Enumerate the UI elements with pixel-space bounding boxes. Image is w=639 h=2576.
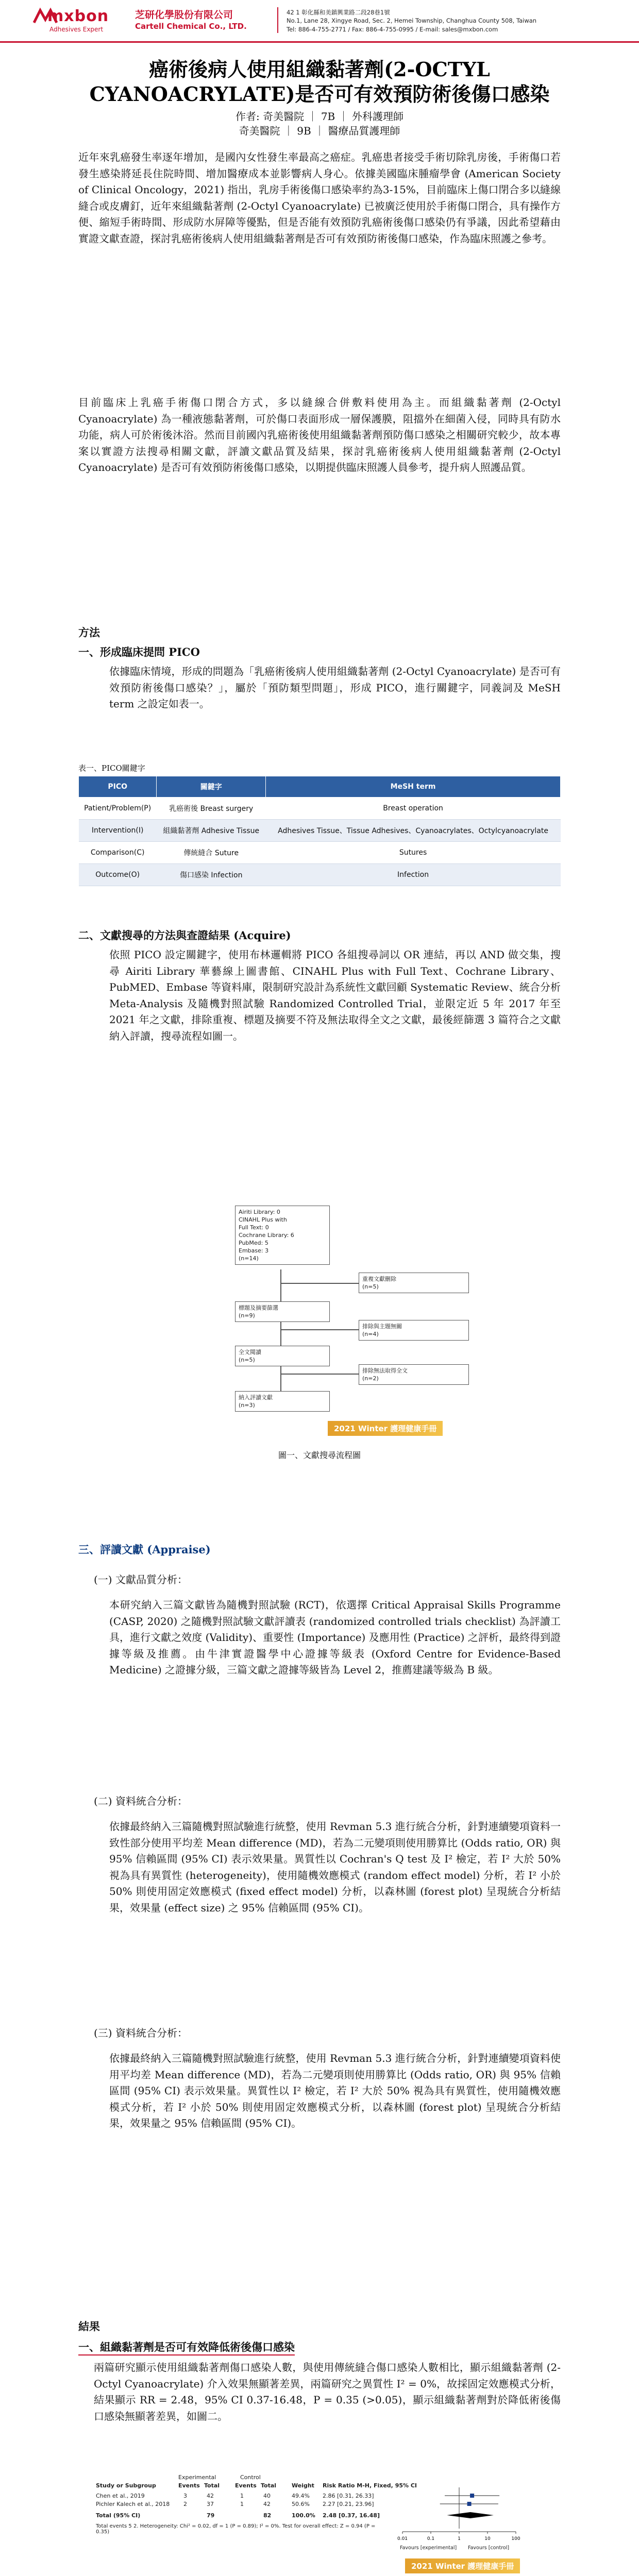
table-cell: 乳癌術後 Breast surgery xyxy=(157,798,266,820)
flow-connector xyxy=(280,1283,359,1284)
col-header: Weight xyxy=(292,2482,314,2489)
subsection-heading: (二) 資料統合分析： xyxy=(94,1795,188,1807)
table-cell: 組織黏著劑 Adhesive Tissue xyxy=(157,820,266,842)
study-name: Chen et al., 2019 xyxy=(96,2493,145,2499)
table-cell: Sutures xyxy=(266,842,561,864)
cell: 50.6% xyxy=(292,2501,310,2507)
table-cell: Outcome(O) xyxy=(79,864,157,886)
header-divider xyxy=(277,7,278,33)
methods-heading: 方法 xyxy=(78,626,100,639)
section-heading-acquire: 二、文獻搜尋的方法與查證結果 (Acquire) xyxy=(78,929,291,942)
flow-box-excluded: 重複文獻刪除 (n=5) xyxy=(359,1273,469,1293)
table-row xyxy=(79,864,561,886)
cell: 2.48 [0.37, 16.48] xyxy=(323,2512,380,2519)
col-header: Total xyxy=(204,2482,220,2489)
flow-box-excluded: 排除與主題無關 (n=4) xyxy=(359,1320,469,1341)
cell: 2.86 [0.31, 26.33] xyxy=(323,2493,374,2499)
total-label: Total (95% CI) xyxy=(96,2512,141,2519)
col-header: Risk Ratio M-H, Fixed, 95% CI xyxy=(323,2482,417,2489)
cell: 49.4% xyxy=(292,2493,310,2499)
col-header: Study or Subgroup xyxy=(96,2482,156,2489)
flow-box-screening: 標題及摘要篩選 (n=9) xyxy=(235,1301,330,1322)
logo-text: mxbon xyxy=(47,7,109,25)
author-line: 作者: 奇美醫院 ｜ 7B ｜ 外科護理師 xyxy=(236,110,403,123)
table-cell: Patient/Problem(P) xyxy=(79,798,157,820)
appraise-paragraph: 本研究納入三篇文獻皆為隨機對照試驗 (RCT)，依選擇 Critical Appraisal Skills Programme (CASP, 2020) 之隨機對照試驗文獻評讀表 (randomized controlled trials checklist) 為評讀工具，進行文獻之效度 (Validity)、重要性 (Importance) 及應用性 (Practice) 之評析，最終得到證據等級及推薦。由牛津實證醫學中心證據等級表 (Oxford Centre for Evidence-Based Medicine) 之證據分級，三篇文獻之證據等級皆為 Level 2，推薦建議等級為 B 級。 xyxy=(109,1599,561,1676)
cell: 79 xyxy=(207,2512,215,2519)
study-name: Pichler Kalech et al., 2018 xyxy=(96,2501,170,2507)
cell: 1 xyxy=(240,2501,244,2507)
analysis-paragraph: 依據最終納入三篇隨機對照試驗進行統整，使用 Revman 5.3 進行統合分析，針對連續變項資料一致性部分使用平均差 Mean difference (MD)，若為二元變項則使用勝算比 (Odds ratio, OR) 與 95% 信賴區間 (95% CI) 表示效果量。異質性以 Cochran's Q test 及 I² 檢定，若 I² 大於 50% 視為具有異質性 (heterogeneity)，使用隨機效應模式 (random effect model) 分析，若 I² 小於 50% 則使用固定效應模式 (fixed effect model) 分析，以森林圖 (forest plot) 呈現統合分析結果，效果量 (effect size) 之 95% 信賴區間 (95% CI)。 xyxy=(109,1820,561,1914)
result-paragraph-1: 兩篇研究顯示使用組織黏著劑傷口感染人數，與使用傳統縫合傷口感染人數相比，顯示組織黏著劑 (2-Octyl Cyanoacrylate) 介入效果無顯著差異，兩篇研究之異質性 I² = 0%，故採固定效應模式分析，結果顯示 RR = 2.48，95% CI 0.37-16.48，P = 0.35 (>0.05)，顯示組織黏著劑對於降低術後傷口感染無顯著差異，如圖二。 xyxy=(94,2361,561,2422)
favours-label: Favours [experimental] xyxy=(400,2545,457,2551)
subsection-heading: (三) 資料統合分析： xyxy=(94,2027,188,2039)
tick-label: 0.01 xyxy=(397,2536,408,2541)
cell: 42 xyxy=(207,2493,214,2499)
flow-connector xyxy=(280,1329,359,1330)
cell: 37 xyxy=(207,2501,214,2507)
study-point xyxy=(467,2502,472,2506)
address-line: 42 1 彰化縣和美鎮興業路二段28巷1號 xyxy=(287,9,390,16)
subsection-heading: (一) 文獻品質分析： xyxy=(94,1573,188,1586)
pooled-diamond xyxy=(447,2512,494,2518)
table-header-cell: PICO xyxy=(79,776,157,798)
watermark-badge: 2021 Winter 護理健康手冊 xyxy=(405,2558,520,2573)
table-header-cell: 關鍵字 xyxy=(157,776,266,798)
article-title-line2: CYANOACRYLATE)是否可有效預防術後傷口感染 xyxy=(89,82,550,106)
table-row xyxy=(79,842,561,864)
analysis-paragraph-2: 依據最終納入三篇隨機對照試驗進行統整，使用 Revman 5.3 進行統合分析，針對連續變項資料使用平均差 Mean difference (MD)，若為二元變項則使用勝算比 (Odds ratio, OR) 與 95% 信賴區間 (95% CI) 表示效果量。異質性以 I² 檢定，若 I² 大於 50% 視為具有異質性，使用隨機效應模式分析，若 I² 小於 50% 則使用固定效應模式分析，以森林圖 (forest plot) 呈現統合分析結果，效果量之 95% 信賴區間 (95% CI)。 xyxy=(109,2052,561,2129)
pico-table xyxy=(78,776,561,886)
intro-paragraph-2: 目前臨床上乳癌手術傷口閉合方式，多以縫線合併敷料使用為主。而組織黏著劑 (2-Octyl Cyanoacrylate) 為一種液態黏著劑，可於傷口表面形成一層保護膜，阻擋外在細菌入侵，同時具有防水功能，病人可於術後沐浴。然而目前國內乳癌術後使用組織黏著劑預防傷口感染之相關研究較少，故本專案以實證方法搜尋相關文獻，評讀文獻品質及結果，探討乳癌術後病人使用組織黏著劑 (2-Octyl Cyanoacrylate) 是否可有效預防術後傷口感染，以期提供臨床照護人員參考，提升病人照護品質。 xyxy=(78,396,561,473)
cell: 1 xyxy=(240,2493,244,2499)
table-caption: 表一、PICO關鍵字 xyxy=(78,764,145,773)
figure-caption: 圖一、文獻搜尋流程圖 xyxy=(278,1450,361,1460)
contact-line: Tel: 886-4-755-2771 / Fax: 886-4-755-0995 / E-mail: sales@mxbon.com xyxy=(287,26,498,33)
cell: 82 xyxy=(263,2512,272,2519)
address-line: No.1, Lane 28, Xingye Road, Sec. 2, Hemei Township, Changhua County 508, Taiwan xyxy=(287,17,537,24)
intro-paragraph: 近年來乳癌發生率逐年增加，是國內女性發生率最高之癌症。乳癌患者接受手術切除乳房後，手術傷口若發生感染將延長住院時間、增加醫療成本並影響病人身心。依據美國臨床腫瘤學會 (American Society of Clinical Oncology，2021) 指出，乳房手術後傷口感染率約為3-15%，目前臨床上傷口閉合多以縫線縫合或皮膚釘，近年來組織黏著劑 (2-Octyl Cyanoacrylate) 已被廣泛使用於手術傷口閉合，具有操作方便、縮短手術時間、形成防水屏障等優點，但是否能有效預防乳癌術後傷口感染仍有爭議，因此希望藉由實證文獻查證，探討乳癌術後病人使用組織黏著劑是否可有效預防術後傷口感染，作為臨床照護之參考。 xyxy=(78,151,561,245)
table-cell: Adhesives Tissue、Tissue Adhesives、Cyanoacrylates、Octylcyanoacrylate xyxy=(266,820,561,842)
flow-box-databases: Airiti Library: 0 CINAHL Plus with Full Text: 0 Cochrane Library: 6 PubMed: 5 Embase: 3 (n=14) xyxy=(235,1206,330,1265)
group-label: Control xyxy=(240,2474,261,2481)
cell: 100.0% xyxy=(292,2512,315,2519)
group-label: Experimental xyxy=(178,2474,216,2481)
flow-box-excluded: 排除無法取得全文 (n=2) xyxy=(359,1364,469,1385)
cell: 40 xyxy=(263,2493,271,2499)
cell: 3 xyxy=(183,2493,187,2499)
flow-box-fulltext: 全文閱讀 (n=5) xyxy=(235,1346,330,1366)
flow-connector xyxy=(280,1269,281,1391)
table-row xyxy=(79,820,561,842)
section-heading-appraise: 三、評讀文獻 (Appraise) xyxy=(78,1543,211,1556)
section-heading-pico: 一、形成臨床提問 PICO xyxy=(78,646,200,658)
watermark-badge: 2021 Winter 護理健康手冊 xyxy=(328,1421,443,1436)
tick-label: 1 xyxy=(458,2536,461,2541)
page-header xyxy=(0,0,639,43)
table-cell: Intervention(I) xyxy=(79,820,157,842)
tick-label: 10 xyxy=(484,2536,491,2541)
tick-label: 0.1 xyxy=(427,2536,435,2541)
forest-plot-infection xyxy=(96,2473,524,2576)
table-cell: Infection xyxy=(266,864,561,886)
footnote: Total events 5 2. Heterogeneity: Chi² = 0.02, df = 1 (P = 0.89); I² = 0%. Test for overall effect: Z = 0.94 (P = 0.35) xyxy=(96,2523,376,2535)
table-cell: 傳統縫合 Suture xyxy=(157,842,266,864)
acquire-paragraph: 依照 PICO 設定關鍵字，使用布林邏輯將 PICO 各組搜尋詞以 OR 連結，再以 AND 做交集，搜尋 Airiti Library 華藝線上圖書館、CINAHL Plus with Full Text、Cochrane Library、PubMED、Embase 等資料庫，限制研究設計為系統性文獻回顧 Systematic Review、統合分析 Meta-Analysis 及隨機對照試驗 Randomized Controlled Trial，並限定近 5 年 2017 年至 2021 年之文獻，排除重複、標題及摘要不符及無法取得全文之文獻，最後經篩選 3 篇符合之文獻納入評讀，搜尋流程如圖一。 xyxy=(109,948,561,1042)
cell: 2 xyxy=(183,2501,187,2507)
table-cell: 傷口感染 Infection xyxy=(157,864,266,886)
col-header: Total xyxy=(261,2482,277,2489)
search-flow-diagram xyxy=(158,1206,477,1443)
flow-connector xyxy=(280,1374,359,1375)
cell: 42 xyxy=(263,2501,271,2507)
author-line: 奇美醫院 ｜ 9B ｜ 醫療品質護理師 xyxy=(239,125,400,137)
pico-paragraph: 依據臨床情境，形成的問題為「乳癌術後病人使用組織黏著劑 (2-Octyl Cyanoacrylate) 是否可有效預防術後傷口感染？」，屬於「預防類型問題」，形成 PICO，進行關鍵字，同義詞及 MeSH term 之設定如表一。 xyxy=(109,665,561,710)
table-cell: Breast operation xyxy=(266,798,561,820)
favours-label: Favours [control] xyxy=(468,2545,510,2551)
company-name-zh: 芝研化學股份有限公司 xyxy=(135,9,233,21)
result-heading-1: 一、組織黏著劑是否可有效降低術後傷口感染 xyxy=(78,2339,295,2355)
cell: 2.27 [0.21, 23.96] xyxy=(323,2501,374,2507)
col-header: Events xyxy=(235,2482,257,2489)
company-name-en: Cartell Chemical Co., LTD. xyxy=(135,22,247,31)
logo-subtitle: Adhesives Expert xyxy=(49,26,104,33)
tick-label: 100 xyxy=(511,2536,520,2541)
table-cell: Comparison(C) xyxy=(79,842,157,864)
table-row xyxy=(79,798,561,820)
study-point xyxy=(470,2494,474,2498)
forest-plot-graphic xyxy=(397,2482,520,2544)
col-header: Events xyxy=(178,2482,200,2489)
table-header-cell: MeSH term xyxy=(266,776,561,798)
article-title: 癌術後病人使用組織黏著劑(2-OCTYL xyxy=(149,58,490,81)
results-heading: 結果 xyxy=(78,2320,100,2333)
flow-box-included: 納入評讀文獻 (n=3) xyxy=(235,1391,330,1412)
